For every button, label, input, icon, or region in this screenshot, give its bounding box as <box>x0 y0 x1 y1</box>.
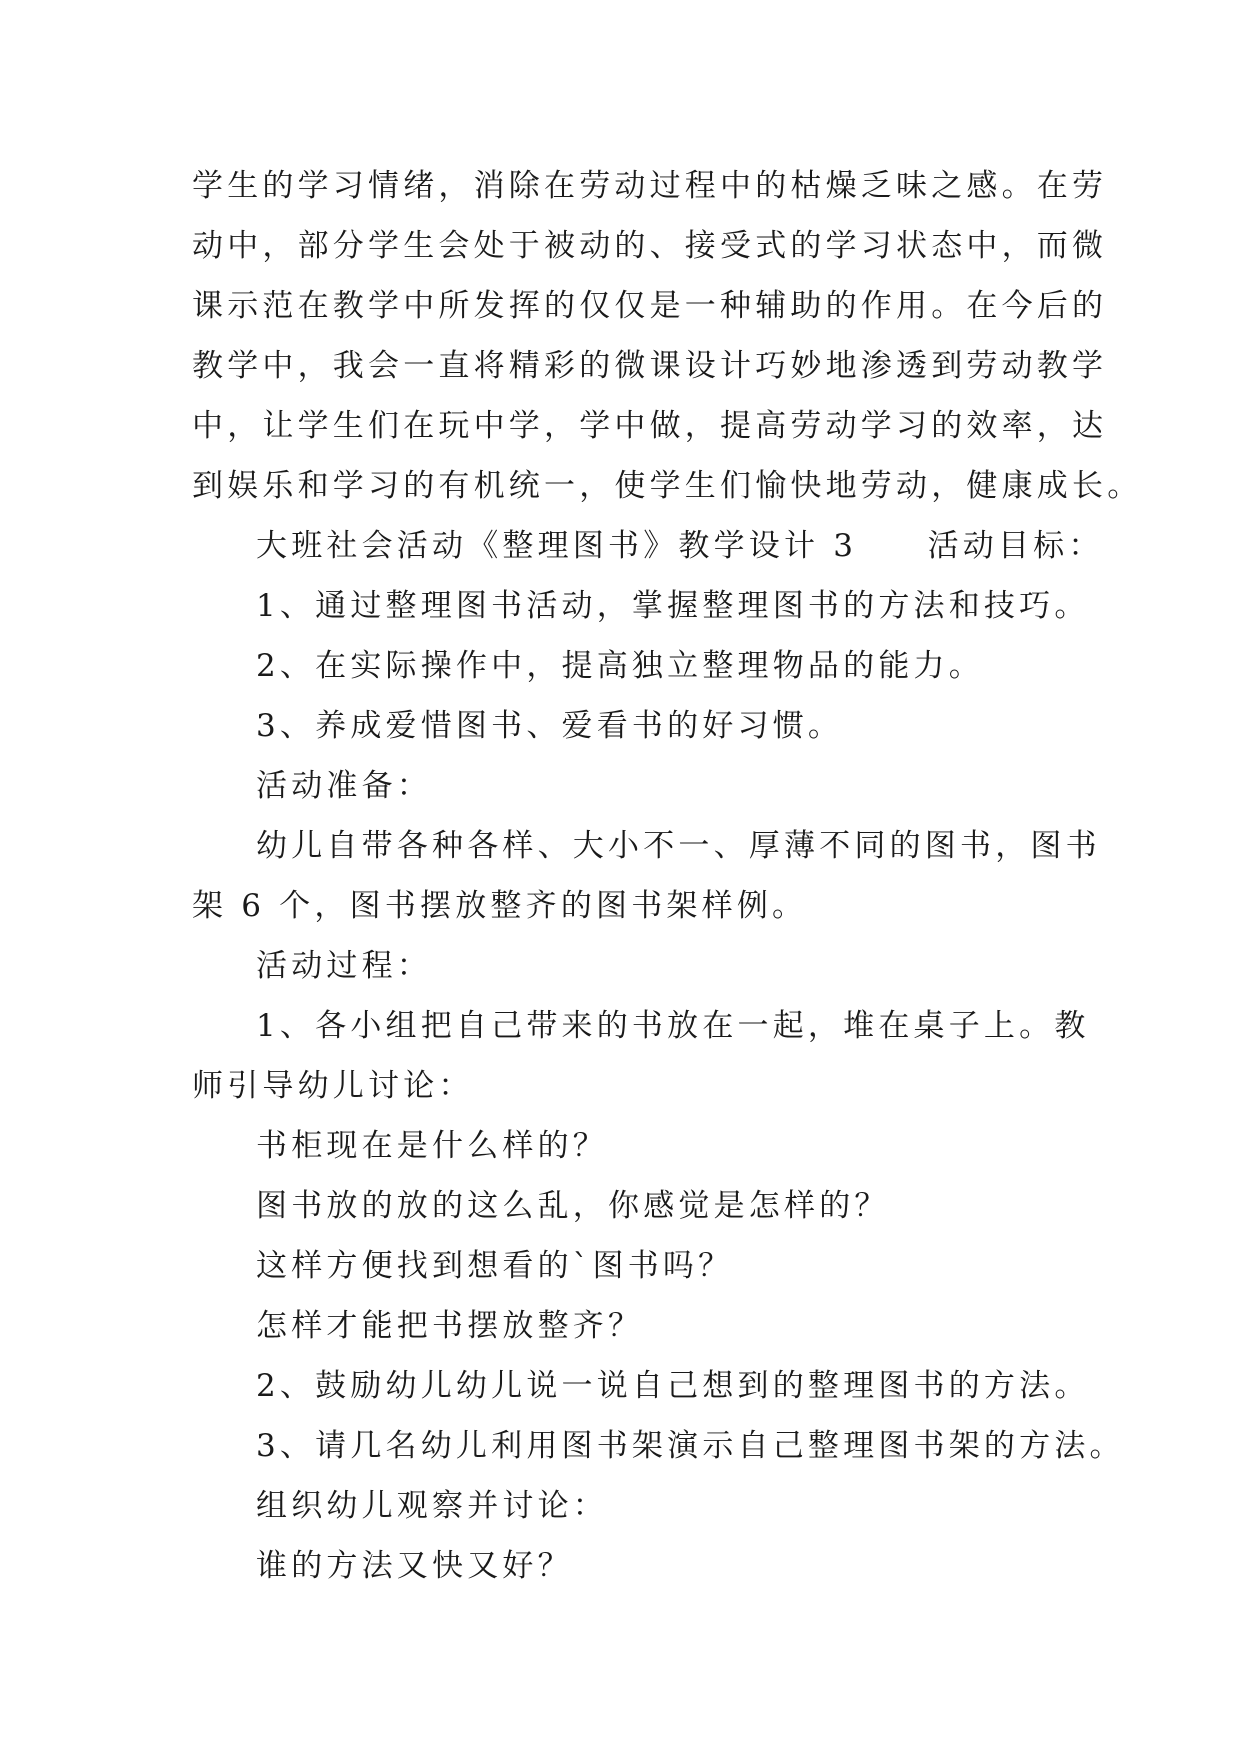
text-line: 教学中，我会一直将精彩的微课设计巧妙地渗透到劳动教学 <box>192 348 1108 384</box>
text-line: 怎样才能把书摆放整齐？ <box>256 1308 644 1344</box>
text-line: 课示范在教学中所发挥的仅仅是一种辅助的作用。在今后的 <box>192 288 1108 324</box>
text-line: 到娱乐和学习的有机统一，使学生们愉快地劳动，健康成长。 <box>192 468 1143 504</box>
text-line: 3、请几名幼儿利用图书架演示自己整理图书架的方法。 <box>256 1428 1125 1464</box>
text-line: 1、各小组把自己带来的书放在一起，堆在桌子上。教 <box>256 1008 1090 1044</box>
text-line: 师引导幼儿讨论： <box>192 1068 474 1104</box>
text-line: 中，让学生们在玩中学，学中做，提高劳动学习的效率，达 <box>192 408 1108 444</box>
text-line: 图书放的放的这么乱，你感觉是怎样的？ <box>256 1188 890 1224</box>
text-line: 谁的方法又快又好？ <box>256 1548 573 1584</box>
subheading: 活动准备： <box>256 768 432 804</box>
text-line: 架 6 个，图书摆放整齐的图书架样例。 <box>192 888 808 924</box>
text-line: 学生的学习情绪，消除在劳动过程中的枯燥乏味之感。在劳 <box>192 168 1108 204</box>
text-line: 组织幼儿观察并讨论： <box>256 1488 608 1524</box>
text-line: 动中，部分学生会处于被动的、接受式的学习状态中，而微 <box>192 228 1108 264</box>
text-line: 幼儿自带各种各样、大小不一、厚薄不同的图书，图书 <box>256 828 1101 864</box>
subheading: 活动过程： <box>256 948 432 984</box>
text-line: 1、通过整理图书活动，掌握整理图书的方法和技巧。 <box>256 588 1090 624</box>
text-line: 2、在实际操作中，提高独立整理物品的能力。 <box>256 648 984 684</box>
text-line: 2、鼓励幼儿幼儿说一说自己想到的整理图书的方法。 <box>256 1368 1090 1404</box>
text-line: 3、养成爱惜图书、爱看书的好习惯。 <box>256 708 844 744</box>
text-line: 这样方便找到想看的`图书吗？ <box>256 1248 734 1284</box>
text-line: 书柜现在是什么样的？ <box>256 1128 608 1164</box>
section-heading: 大班社会活动《整理图书》教学设计 3 活动目标： <box>256 528 1104 564</box>
